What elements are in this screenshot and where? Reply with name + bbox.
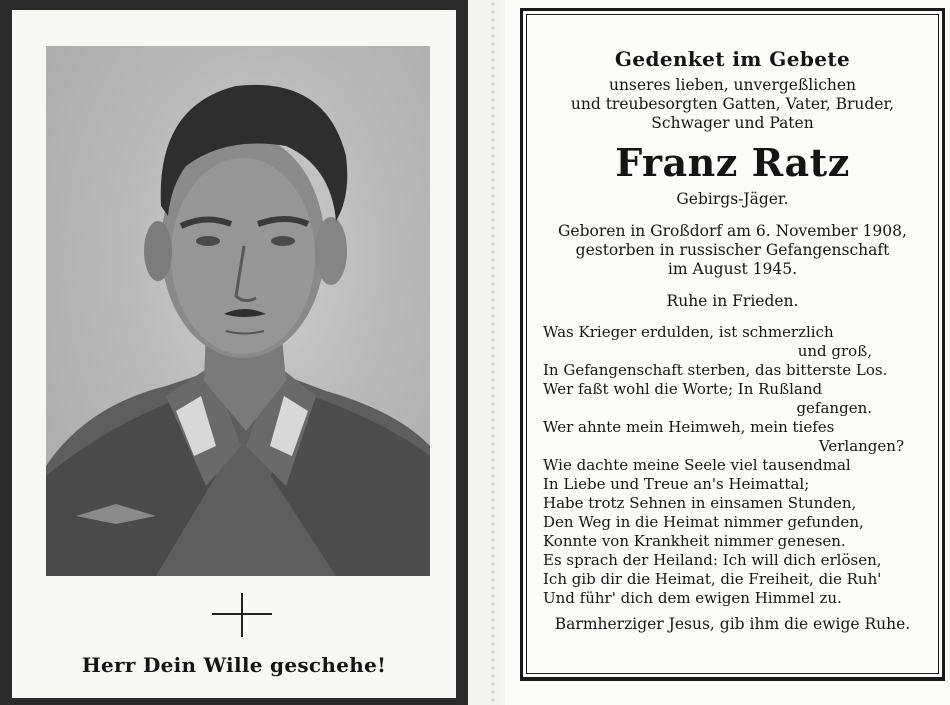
- heading: Gedenket im Gebete: [614, 47, 851, 71]
- intro-line: unseres lieben, unvergeßlichen: [608, 76, 857, 94]
- intro-line: und treubesorgten Gatten, Vater, Bruder,: [570, 95, 895, 113]
- birth-death-line: gestorben in russischer Gefangenschaft: [575, 241, 890, 259]
- poem-line: Den Weg in die Heimat nimmer gefunden,: [543, 513, 864, 531]
- memorial-text-card: [505, 0, 950, 705]
- poem-line: Habe trotz Sehnen in einsamen Stunden,: [543, 494, 857, 512]
- poem-line: Was Krieger erdulden, ist schmerzlich: [543, 323, 834, 341]
- intro-block: [523, 76, 942, 133]
- soldier-portrait: [46, 46, 430, 576]
- birth-death-line: Geboren in Großdorf am 6. November 1908,: [558, 222, 907, 240]
- cross-symbol: [212, 593, 272, 637]
- intro-line: Schwager und Paten: [651, 114, 814, 132]
- photo-card: [0, 0, 468, 705]
- photo-card-inner: [12, 10, 456, 698]
- poem-line: gefangen.: [796, 399, 872, 417]
- memorial-text: [523, 47, 942, 634]
- poem: [523, 323, 942, 608]
- poem-line: Wer faßt wohl die Worte; In Rußland: [543, 380, 823, 398]
- portrait-illustration: [46, 46, 430, 576]
- poem-line: Verlangen?: [818, 437, 904, 455]
- poem-line: In Liebe und Treue an's Heimattal;: [543, 475, 810, 493]
- rest-in-peace: Ruhe in Frieden.: [666, 292, 799, 310]
- poem-line: und groß,: [797, 342, 872, 360]
- poem-line: Konnte von Krankheit nimmer genesen.: [543, 532, 846, 550]
- poem-line: Es sprach der Heiland: Ich will dich erlösen,: [543, 551, 882, 569]
- closing-prayer: Barmherziger Jesus, gib ihm die ewige Ruhe.: [554, 615, 911, 633]
- perforated-edge: [490, 0, 496, 705]
- poem-line: Ich gib dir die Heimat, die Freiheit, die Ruh': [543, 570, 882, 588]
- deceased-name: Franz Ratz: [615, 140, 850, 185]
- poem-line: Und führ' dich dem ewigen Himmel zu.: [543, 589, 842, 607]
- military-rank: Gebirgs-Jäger.: [676, 190, 789, 208]
- birth-death-line: im August 1945.: [667, 260, 798, 278]
- motto-text: Herr Dein Wille geschehe!: [81, 653, 387, 677]
- card-border: [520, 8, 945, 681]
- birth-death-block: [523, 222, 942, 279]
- poem-line: In Gefangenschaft sterben, das bitterste Los.: [543, 361, 888, 379]
- poem-line: Wie dachte meine Seele viel tausendmal: [543, 456, 851, 474]
- poem-line: Wer ahnte mein Heimweh, mein tiefes: [543, 418, 835, 436]
